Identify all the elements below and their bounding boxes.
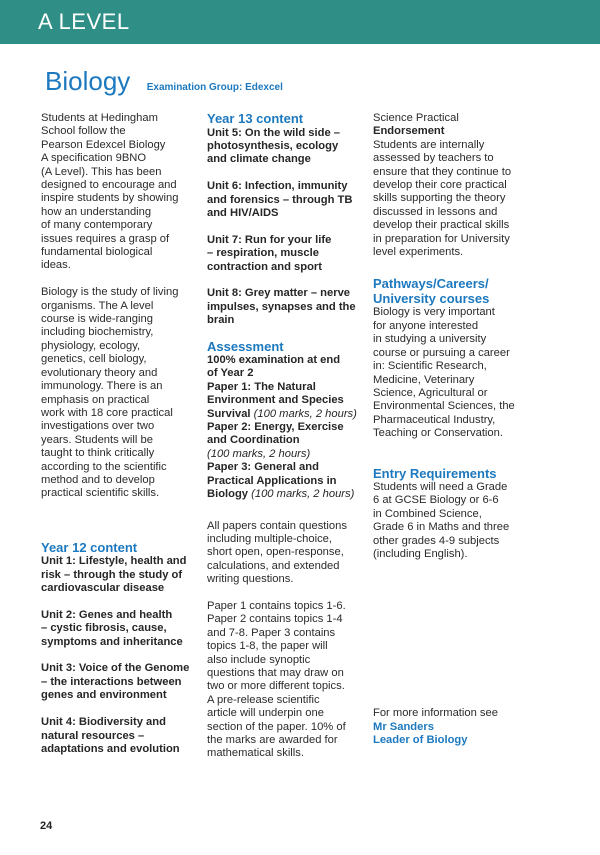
unit-3: Unit 3: Voice of the Genome – the interactions between genes and environment [41, 662, 190, 702]
entry-requirements-body: Students will need a Grade 6 at GCSE Biology or 6-6 in Combined Science, Grade 6 in Maths and three other grades 4-9 subjects (including English). [373, 481, 510, 561]
endorsement-heading: Science Practical Endorsement [373, 112, 459, 138]
year13-heading: Year 13 content [207, 111, 304, 126]
column-right [373, 112, 533, 748]
unit-1: Unit 1: Lifestyle, health and risk – through the study of cardiovascular disease [41, 555, 187, 595]
entry-requirements-heading: Entry Requirements [373, 465, 497, 481]
unit-5: Unit 5: On the wild side – photosynthesis, ecology and climate change [207, 126, 341, 166]
intro-paragraph: Students at Hedingham School follow the Pearson Edexcel Biology A specification 9BNO (A Level). This has been designed to encourage and inspire students by showing how an understanding of many contemporary issues requires a grasp of fundamental biological ideas. [41, 112, 179, 272]
unit-7: Unit 7: Run for your life – respiration, muscle contraction and sport [207, 233, 332, 273]
unit-6: Unit 6: Infection, immunity and forensics – through TB and HIV/AIDS [207, 180, 353, 219]
subject-heading [45, 66, 283, 97]
assessment-heading: Assessment [207, 338, 284, 354]
endorsement-body: Students are internally assessed by teachers to ensure that they continue to develop their core practical skills supporting the theory discussed in lessons and develop their practical skills in preparation for University level experiments. [373, 138, 512, 259]
exam-group: Examination Group: Edexcel [146, 82, 283, 93]
banner-title: A LEVEL [38, 9, 130, 34]
pathways-heading: Pathways/Careers/ University courses [373, 276, 490, 306]
subject-title: Biology [45, 66, 131, 96]
unit-8: Unit 8: Grey matter – nerve impulses, synapses and the brain [207, 287, 356, 327]
unit-2: Unit 2: Genes and health – cystic fibrosis, cause, symptoms and inheritance [41, 608, 183, 648]
more-info: For more information see Mr Sanders Leader of Biology [373, 707, 498, 747]
contact-role: Leader of Biology [373, 734, 468, 747]
assessment-details: 100% examination at end of Year 2 Paper 1: The Natural Environment and Species Survival (100 marks, 2 hours) Paper 2: Energy, Exercise and Coordination (100 marks, 2 hours) Paper 3: General and Practical Applications in Biology (100 marks, 2 hours) [207, 354, 357, 501]
unit-4: Unit 4: Biodiversity and natural resources – adaptations and evolution [41, 716, 180, 755]
study-paragraph: Biology is the study of living organisms. The A level course is wide-ranging including biochemistry, physiology, ecology, genetics, cell biology, evolutionary theory and immunology. There is an emphasis on practical work with 18 core practical investigations over two years. Students will be taught to think critically according to the scientific method and to develop practical scientific skills. [41, 286, 179, 500]
topics-paragraph: Paper 1 contains topics 1-6. Paper 2 contains topics 1-4 and 7-8. Paper 3 contains topics 1-8, the paper will also include synoptic questions that may draw on two or more different topics. A pre-release scientific article will underpin one section of the paper. 10% of the marks are awarded for mathematical skills. [207, 599, 346, 760]
column-middle [207, 112, 369, 761]
pathways-body: Biology is very important for anyone interested in studying a university course or pursuing a career in: Scientific Research, Medicine, Veterinary Science, Agricultural or Environmental Sciences, the Pharmaceutical Industry, Teaching or Conservation. [373, 306, 515, 440]
column-left [41, 112, 203, 756]
all-papers-paragraph: All papers contain questions including multiple-choice, short open, open-response, calculations, and extended writing questions. [207, 519, 347, 586]
year12-heading: Year 12 content [41, 539, 138, 555]
header-banner [0, 0, 600, 44]
page-number: 24 [40, 820, 53, 832]
contact-name: Mr Sanders [373, 720, 434, 733]
